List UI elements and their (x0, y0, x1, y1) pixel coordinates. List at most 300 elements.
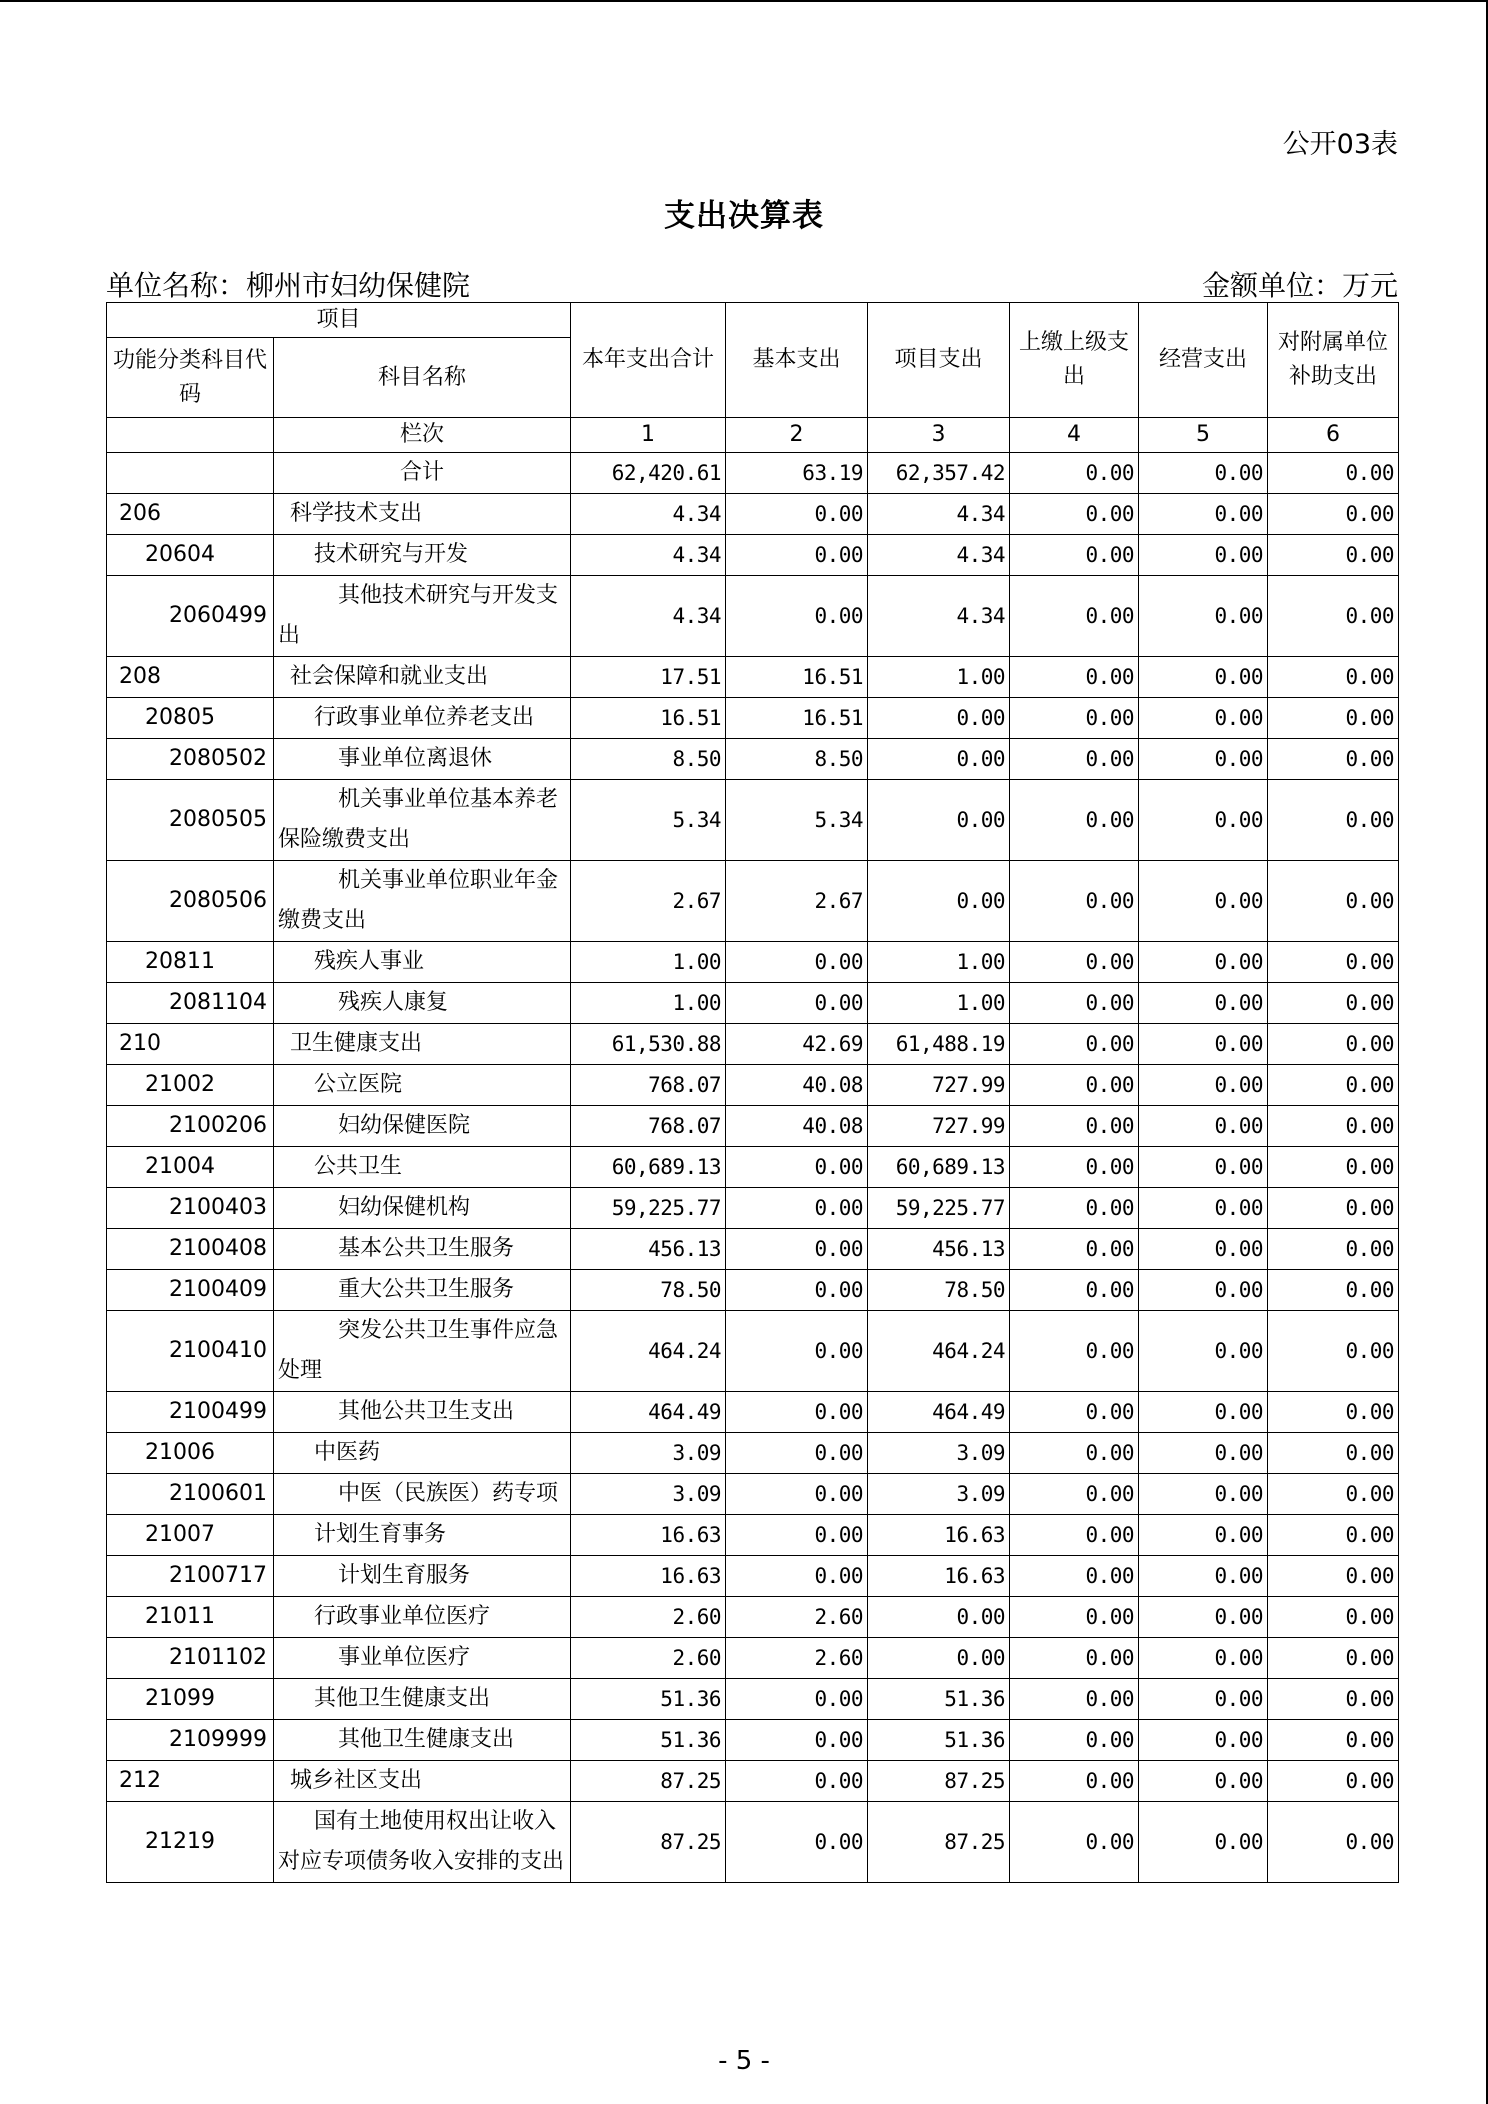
row-value: 0.00 (1139, 1270, 1268, 1311)
row-value: 0.00 (1268, 1679, 1399, 1720)
row-value: 0.00 (1139, 1106, 1268, 1147)
row-value: 0.00 (726, 1433, 868, 1474)
row-value: 2.60 (571, 1597, 726, 1638)
row-value: 87.25 (868, 1761, 1010, 1802)
row-value: 0.00 (726, 1474, 868, 1515)
row-name-cell (274, 1392, 571, 1433)
row-name-cell (274, 535, 571, 576)
row-value: 61,530.88 (571, 1024, 726, 1065)
table-row (107, 983, 1399, 1024)
row-value: 0.00 (1139, 1761, 1268, 1802)
row-name: 妇幼保健医院 (338, 1113, 471, 1138)
row-value: 0.00 (1268, 942, 1399, 983)
row-value: 0.00 (1139, 739, 1268, 780)
row-value: 1.00 (571, 983, 726, 1024)
table-row (107, 1106, 1399, 1147)
row-value: 0.00 (1139, 1515, 1268, 1556)
row-value: 0.00 (1010, 1802, 1139, 1883)
row-name: 计划生育服务 (338, 1563, 471, 1588)
row-value: 0.00 (726, 1147, 868, 1188)
row-value: 0.00 (1268, 1556, 1399, 1597)
table-row (107, 1802, 1399, 1883)
row-value: 0.00 (1268, 453, 1399, 494)
row-name: 行政事业单位医疗 (314, 1604, 491, 1629)
row-value: 0.00 (726, 1229, 868, 1270)
row-code: 2081104 (107, 983, 274, 1024)
row-value: 4.34 (868, 535, 1010, 576)
row-value: 0.00 (726, 535, 868, 576)
row-value: 0.00 (1010, 1065, 1139, 1106)
row-value: 8.50 (726, 739, 868, 780)
row-value: 0.00 (1139, 1147, 1268, 1188)
table-row (107, 1433, 1399, 1474)
row-value: 1.00 (571, 942, 726, 983)
row-value: 4.34 (868, 494, 1010, 535)
row-name: 中医（民族医）药专项 (338, 1481, 559, 1506)
page-top-border (0, 0, 1488, 2)
row-value: 464.49 (571, 1392, 726, 1433)
row-value: 2.67 (571, 861, 726, 942)
row-value: 0.00 (1010, 1188, 1139, 1229)
column-number: 4 (1010, 418, 1139, 453)
row-value: 0.00 (726, 576, 868, 657)
header-code: 功能分类科目代码 (107, 338, 274, 418)
row-value: 456.13 (571, 1229, 726, 1270)
row-value: 0.00 (1268, 1311, 1399, 1392)
row-value: 0.00 (1268, 698, 1399, 739)
row-name: 突发公共卫生事件应急处理 (278, 1318, 559, 1383)
row-value: 0.00 (868, 1597, 1010, 1638)
table-row (107, 1270, 1399, 1311)
row-value: 0.00 (1139, 1556, 1268, 1597)
row-value: 0.00 (1010, 657, 1139, 698)
row-value: 0.00 (1268, 1638, 1399, 1679)
row-code: 2100403 (107, 1188, 274, 1229)
row-value: 0.00 (1139, 1229, 1268, 1270)
row-value: 62,357.42 (868, 453, 1010, 494)
row-value: 5.34 (571, 780, 726, 861)
row-value: 2.60 (726, 1638, 868, 1679)
row-name-cell (274, 1556, 571, 1597)
row-value: 42.69 (726, 1024, 868, 1065)
row-value: 0.00 (1010, 1024, 1139, 1065)
row-value: 0.00 (1010, 1270, 1139, 1311)
form-code: 公开03表 (1282, 129, 1398, 160)
row-value: 17.51 (571, 657, 726, 698)
row-value: 0.00 (726, 1720, 868, 1761)
column-number-blank (107, 418, 274, 453)
table-row (107, 1597, 1399, 1638)
row-value: 0.00 (1268, 1597, 1399, 1638)
row-value: 16.51 (571, 698, 726, 739)
row-value: 0.00 (726, 983, 868, 1024)
row-value: 2.67 (726, 861, 868, 942)
row-value: 0.00 (1139, 576, 1268, 657)
row-name: 机关事业单位基本养老保险缴费支出 (278, 787, 559, 852)
table-row (107, 535, 1399, 576)
unit-name: 单位名称：柳州市妇幼保健院 (106, 269, 471, 302)
row-value: 0.00 (1139, 1597, 1268, 1638)
table-row (107, 1474, 1399, 1515)
row-value: 0.00 (1010, 1597, 1139, 1638)
row-value: 16.51 (726, 657, 868, 698)
row-value: 0.00 (726, 494, 868, 535)
row-name-cell (274, 1638, 571, 1679)
amount-unit: 金额单位：万元 (1201, 269, 1398, 302)
table-row (107, 453, 1399, 494)
row-value: 0.00 (1268, 494, 1399, 535)
row-value: 0.00 (868, 739, 1010, 780)
row-code: 208 (107, 657, 274, 698)
header-name: 科目名称 (274, 338, 571, 418)
row-name: 重大公共卫生服务 (338, 1277, 515, 1302)
row-name-cell (274, 1106, 571, 1147)
header-upper: 上缴上级支出 (1010, 303, 1139, 418)
row-value: 0.00 (1268, 657, 1399, 698)
row-value: 78.50 (868, 1270, 1010, 1311)
row-name-cell (274, 1188, 571, 1229)
row-value: 40.08 (726, 1106, 868, 1147)
row-value: 0.00 (1010, 1229, 1139, 1270)
row-value: 768.07 (571, 1065, 726, 1106)
row-value: 3.09 (571, 1474, 726, 1515)
row-value: 87.25 (868, 1802, 1010, 1883)
row-name-cell (274, 1515, 571, 1556)
row-name: 计划生育事务 (314, 1522, 447, 1547)
row-value: 0.00 (1010, 942, 1139, 983)
row-value: 0.00 (1010, 1556, 1139, 1597)
table-row (107, 1024, 1399, 1065)
row-value: 63.19 (726, 453, 868, 494)
row-value: 0.00 (1010, 1311, 1139, 1392)
row-value: 0.00 (1268, 1188, 1399, 1229)
row-value: 0.00 (1010, 1106, 1139, 1147)
row-value: 0.00 (1268, 1802, 1399, 1883)
row-name: 公共卫生 (314, 1154, 403, 1179)
row-name-cell (274, 1597, 571, 1638)
row-name: 事业单位医疗 (338, 1645, 471, 1670)
row-value: 0.00 (726, 1556, 868, 1597)
row-name-cell (274, 1679, 571, 1720)
row-code: 2100409 (107, 1270, 274, 1311)
header-project: 项目支出 (868, 303, 1010, 418)
row-value: 51.36 (868, 1720, 1010, 1761)
row-code: 21219 (107, 1802, 274, 1883)
table-row (107, 942, 1399, 983)
row-name: 残疾人事业 (314, 949, 425, 974)
row-value: 0.00 (726, 1188, 868, 1229)
row-code: 2101102 (107, 1638, 274, 1679)
row-name-cell (274, 1147, 571, 1188)
row-value: 60,689.13 (868, 1147, 1010, 1188)
row-value: 0.00 (1139, 1720, 1268, 1761)
row-value: 62,420.61 (571, 453, 726, 494)
row-value: 1.00 (868, 942, 1010, 983)
row-value: 727.99 (868, 1106, 1010, 1147)
row-value: 0.00 (1268, 780, 1399, 861)
row-name-cell (274, 1229, 571, 1270)
row-code: 21006 (107, 1433, 274, 1474)
row-value: 0.00 (868, 861, 1010, 942)
row-value: 0.00 (1268, 1147, 1399, 1188)
row-name-cell (274, 576, 571, 657)
header-business: 经营支出 (1139, 303, 1268, 418)
row-value: 51.36 (571, 1720, 726, 1761)
row-value: 464.49 (868, 1392, 1010, 1433)
row-value: 16.51 (726, 698, 868, 739)
row-name: 社会保障和就业支出 (290, 664, 489, 689)
row-name-cell (274, 942, 571, 983)
row-value: 87.25 (571, 1802, 726, 1883)
row-value: 0.00 (1268, 1270, 1399, 1311)
column-number: 5 (1139, 418, 1268, 453)
row-value: 0.00 (726, 942, 868, 983)
column-number-row (107, 418, 1399, 453)
row-name: 妇幼保健机构 (338, 1195, 471, 1220)
table-row (107, 1556, 1399, 1597)
row-value: 0.00 (1139, 1679, 1268, 1720)
table-row (107, 1638, 1399, 1679)
table-row (107, 1229, 1399, 1270)
row-value: 0.00 (726, 1270, 868, 1311)
row-value: 4.34 (571, 576, 726, 657)
table-row (107, 1392, 1399, 1433)
column-number: 1 (571, 418, 726, 453)
row-code: 2100601 (107, 1474, 274, 1515)
row-value: 0.00 (1139, 1024, 1268, 1065)
table-row (107, 576, 1399, 657)
row-name-cell (274, 983, 571, 1024)
row-value: 0.00 (1139, 1065, 1268, 1106)
row-value: 0.00 (1010, 1515, 1139, 1556)
row-value: 464.24 (868, 1311, 1010, 1392)
row-name-cell (274, 1024, 571, 1065)
row-value: 5.34 (726, 780, 868, 861)
header-total: 本年支出合计 (571, 303, 726, 418)
row-value: 464.24 (571, 1311, 726, 1392)
row-code: 2109999 (107, 1720, 274, 1761)
row-name-cell (274, 780, 571, 861)
table-row (107, 1065, 1399, 1106)
table-row (107, 698, 1399, 739)
row-value: 0.00 (1139, 1433, 1268, 1474)
row-value: 61,488.19 (868, 1024, 1010, 1065)
row-value: 0.00 (1268, 1065, 1399, 1106)
row-value: 51.36 (571, 1679, 726, 1720)
row-code: 21011 (107, 1597, 274, 1638)
row-code: 2080502 (107, 739, 274, 780)
row-value: 0.00 (1010, 1392, 1139, 1433)
row-value: 0.00 (1010, 1638, 1139, 1679)
row-value: 0.00 (1139, 780, 1268, 861)
row-value: 0.00 (1139, 453, 1268, 494)
row-value: 0.00 (1010, 861, 1139, 942)
row-value: 4.34 (571, 494, 726, 535)
row-value: 0.00 (868, 1638, 1010, 1679)
row-value: 0.00 (1139, 861, 1268, 942)
row-value: 0.00 (1268, 1106, 1399, 1147)
table-row (107, 1761, 1399, 1802)
row-code: 2100206 (107, 1106, 274, 1147)
row-value: 59,225.77 (571, 1188, 726, 1229)
row-value: 0.00 (1010, 453, 1139, 494)
row-code: 2100410 (107, 1311, 274, 1392)
row-value: 51.36 (868, 1679, 1010, 1720)
row-value: 60,689.13 (571, 1147, 726, 1188)
row-name-cell (274, 861, 571, 942)
row-value: 0.00 (1268, 861, 1399, 942)
table-row (107, 780, 1399, 861)
row-value: 0.00 (1139, 1311, 1268, 1392)
table-row (107, 1515, 1399, 1556)
row-value: 0.00 (1010, 1433, 1139, 1474)
row-value: 0.00 (1268, 1024, 1399, 1065)
table-row (107, 1679, 1399, 1720)
row-value: 0.00 (1139, 698, 1268, 739)
row-name: 行政事业单位养老支出 (314, 705, 535, 730)
row-name-cell (274, 494, 571, 535)
header-subsidiary: 对附属单位补助支出 (1268, 303, 1399, 418)
row-value: 0.00 (1139, 983, 1268, 1024)
row-value: 0.00 (1010, 1474, 1139, 1515)
row-name: 其他技术研究与开发支出 (278, 583, 559, 648)
table-row (107, 861, 1399, 942)
row-value: 0.00 (1010, 1679, 1139, 1720)
row-value: 0.00 (868, 780, 1010, 861)
row-value: 0.00 (1010, 698, 1139, 739)
row-value: 4.34 (868, 576, 1010, 657)
row-code: 20604 (107, 535, 274, 576)
row-name: 国有土地使用权出让收入对应专项债务收入安排的支出 (278, 1809, 565, 1874)
page-number: - 5 - (718, 2046, 770, 2076)
row-value: 3.09 (868, 1474, 1010, 1515)
row-value: 0.00 (1268, 1433, 1399, 1474)
table-row (107, 1720, 1399, 1761)
row-name-cell (274, 453, 571, 494)
row-value: 0.00 (726, 1761, 868, 1802)
row-value: 0.00 (726, 1311, 868, 1392)
row-value: 0.00 (1139, 657, 1268, 698)
row-name-cell (274, 1720, 571, 1761)
row-value: 0.00 (1010, 780, 1139, 861)
row-value: 0.00 (1268, 1474, 1399, 1515)
header-basic: 基本支出 (726, 303, 868, 418)
row-name-cell (274, 1065, 571, 1106)
row-name-cell (274, 1433, 571, 1474)
row-code: 21007 (107, 1515, 274, 1556)
row-value: 59,225.77 (868, 1188, 1010, 1229)
row-value: 1.00 (868, 983, 1010, 1024)
row-value: 0.00 (1268, 739, 1399, 780)
row-name: 中医药 (314, 1440, 381, 1465)
row-value: 2.60 (571, 1638, 726, 1679)
row-value: 0.00 (1010, 494, 1139, 535)
row-value: 0.00 (1010, 1761, 1139, 1802)
row-code: 20805 (107, 698, 274, 739)
row-code: 2100408 (107, 1229, 274, 1270)
row-value: 40.08 (726, 1065, 868, 1106)
table-row (107, 494, 1399, 535)
column-label: 栏次 (274, 418, 571, 453)
row-name: 其他公共卫生支出 (338, 1399, 515, 1424)
row-name: 公立医院 (314, 1072, 403, 1097)
row-code: 2100717 (107, 1556, 274, 1597)
row-value: 0.00 (1268, 576, 1399, 657)
row-name: 其他卫生健康支出 (314, 1686, 491, 1711)
row-code: 2060499 (107, 576, 274, 657)
column-number: 3 (868, 418, 1010, 453)
row-value: 1.00 (868, 657, 1010, 698)
row-value: 0.00 (726, 1679, 868, 1720)
row-value: 16.63 (571, 1556, 726, 1597)
row-name-cell (274, 1761, 571, 1802)
row-value: 0.00 (1268, 1392, 1399, 1433)
table-row (107, 1188, 1399, 1229)
row-value: 768.07 (571, 1106, 726, 1147)
row-value: 0.00 (1139, 1638, 1268, 1679)
row-value: 16.63 (571, 1515, 726, 1556)
row-value: 0.00 (1010, 535, 1139, 576)
row-code: 21099 (107, 1679, 274, 1720)
row-value: 0.00 (1139, 494, 1268, 535)
row-name: 技术研究与开发 (314, 542, 469, 567)
row-name-cell (274, 1474, 571, 1515)
row-value: 0.00 (1268, 1229, 1399, 1270)
row-value: 0.00 (1010, 983, 1139, 1024)
row-name: 科学技术支出 (290, 501, 423, 526)
row-value: 0.00 (1139, 535, 1268, 576)
header-row-1 (107, 303, 1399, 338)
header-item: 项目 (107, 303, 571, 338)
row-name: 城乡社区支出 (290, 1768, 423, 1793)
row-name-cell (274, 1270, 571, 1311)
row-name-cell (274, 657, 571, 698)
row-value: 0.00 (1139, 942, 1268, 983)
row-value: 0.00 (1139, 1802, 1268, 1883)
row-value: 4.34 (571, 535, 726, 576)
row-value: 0.00 (868, 698, 1010, 739)
row-value: 0.00 (1010, 739, 1139, 780)
row-value: 87.25 (571, 1761, 726, 1802)
row-code: 21002 (107, 1065, 274, 1106)
row-code: 20811 (107, 942, 274, 983)
row-value: 0.00 (1139, 1188, 1268, 1229)
row-value: 0.00 (1010, 1147, 1139, 1188)
row-code: 21004 (107, 1147, 274, 1188)
row-value: 16.63 (868, 1515, 1010, 1556)
row-value: 78.50 (571, 1270, 726, 1311)
row-value: 0.00 (1010, 576, 1139, 657)
row-value: 0.00 (1268, 535, 1399, 576)
table-row (107, 657, 1399, 698)
row-name: 事业单位离退休 (338, 746, 493, 771)
row-value: 0.00 (1268, 983, 1399, 1024)
page-title: 支出决算表 (664, 198, 824, 234)
row-value: 3.09 (868, 1433, 1010, 1474)
row-code: 2100499 (107, 1392, 274, 1433)
row-value: 0.00 (726, 1515, 868, 1556)
column-number: 2 (726, 418, 868, 453)
row-code: 212 (107, 1761, 274, 1802)
row-code (107, 453, 274, 494)
row-code: 2080505 (107, 780, 274, 861)
table-row (107, 1311, 1399, 1392)
row-name: 合计 (400, 460, 445, 485)
row-value: 0.00 (1268, 1515, 1399, 1556)
row-name: 其他卫生健康支出 (338, 1727, 515, 1752)
table-row (107, 739, 1399, 780)
row-code: 210 (107, 1024, 274, 1065)
